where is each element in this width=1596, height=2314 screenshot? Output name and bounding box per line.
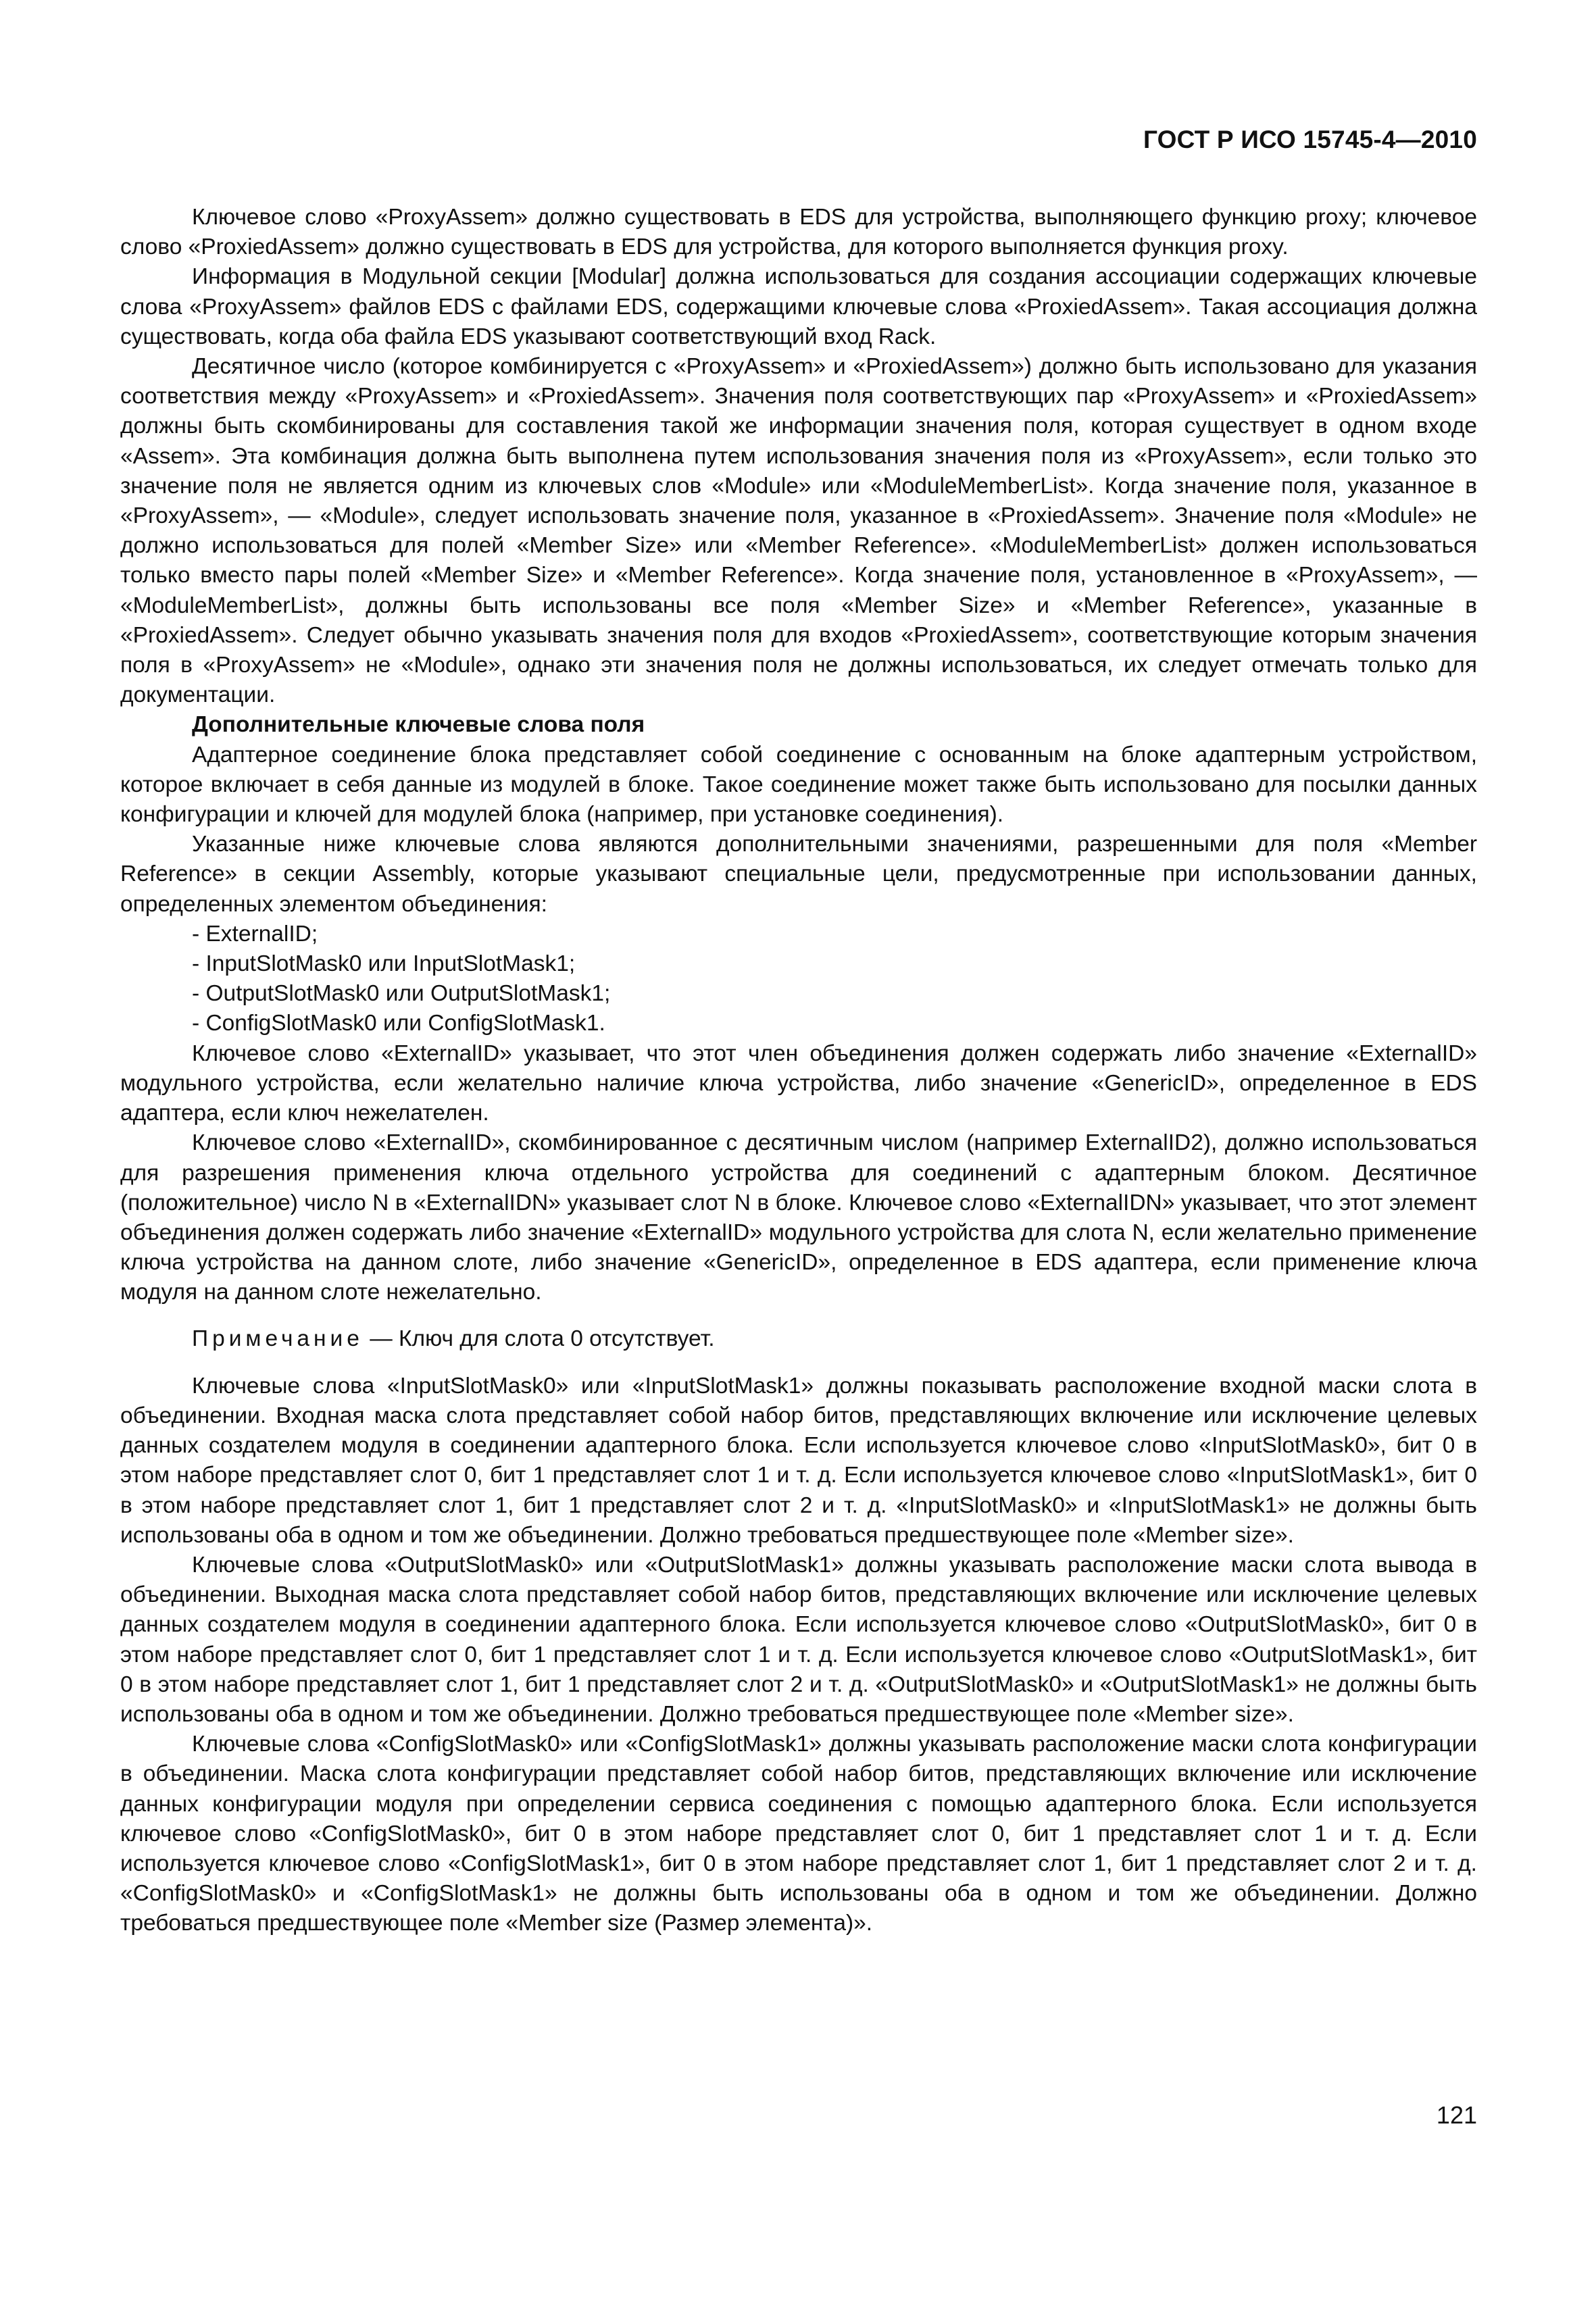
document-header-standard: ГОСТ Р ИСО 15745-4—2010 — [1143, 126, 1477, 153]
paragraph-proxy-keywords: Ключевое слово «ProxyAssem» должно существовать в EDS для устройства, выполняющего функцию proxy; ключевое слово «ProxiedAssem» должно существовать в EDS для устройства, для которого выполняется функция proxy. — [120, 205, 1477, 260]
paragraph-externalid: Ключевое слово «ExternalID» указывает, что этот член объединения должен содержать либо значение «ExternalID» модульного устройства, если желательно наличие ключа устройства, либо значение «GenericID», определенное в EDS адаптера, если ключ нежелателен. — [120, 1040, 1477, 1126]
list-item: - OutputSlotMask0 или OutputSlotMask1; — [192, 981, 611, 1007]
document-body — [120, 203, 1477, 1939]
page-number: 121 — [1436, 2101, 1477, 2129]
section-subheading: Дополнительные ключевые слова поля — [192, 712, 645, 738]
paragraph-adapter-connection: Адаптерное соединение блока представляет собой соединение с основанным на блоке адаптерным устройством, которое включает в себя данные из модулей в блоке. Такое соединение может также быть использовано для посылки данных конфигурации и ключей для модулей блока (например, при установке соединения). — [120, 742, 1477, 828]
note-label: Примечание — [192, 1326, 364, 1351]
keyword-list — [120, 920, 1477, 1039]
list-item: - InputSlotMask0 или InputSlotMask1; — [192, 951, 576, 977]
list-item: - ConfigSlotMask0 или ConfigSlotMask1. — [192, 1011, 605, 1036]
paragraph-modular-section: Информация в Модульной секции [Modular] должна использоваться для создания ассоциации содержащих ключевые слова «ProxyAssem» файлов EDS с файлами EDS, содержащими ключевые слова «ProxiedAssem». Такая ассоциация должна существовать, когда оба файла EDS указывают соответствующий вход Rack. — [120, 264, 1477, 349]
paragraph-decimal-number: Десятичное число (которое комбинируется с «ProxyAssem» и «ProxiedAssem») должно быть использовано для указания соответствия между «ProxyAssem» и «ProxiedAssem». Значения поля соответствующих пар «ProxyAssem» и «ProxiedAssem» должны быть скомбинированы для составления такой же информации значения поля, которая существует в одном входе «Assem». Эта комбинация должна быть выполнена путем использования значения поля из «ProxyAssem», если только это значение поля не является одним из ключевых слов «Module» или «ModuleMemberList». Когда значение поля, указанное в «ProxyAssem», — «Module», следует использовать значение поля, указанное в «ProxiedAssem». Значение поля «Module» не должно использоваться для полей «Member Size» или «Member Reference». «ModuleMemberList» должен использоваться только вместо пары полей «Member Size» и «Member Reference». Когда значение поля, установленное в «ProxyAssem», — «ModuleMemberList», должны быть использованы все поля «Member Size» и «Member Reference», указанные в «ProxiedAssem». Следует обычно указывать значения поля для входов «ProxiedAssem», соответствующие которым значения поля в «ProxyAssem» не «Module», однако эти значения поля не должны использоваться, их следует отмечать только для документации. — [120, 354, 1477, 708]
note — [120, 1324, 1477, 1354]
list-item: - ExternalID; — [192, 921, 318, 947]
paragraph-keywords-intro: Указанные ниже ключевые слова являются дополнительными значениями, разрешенными для поля «Member Reference» в секции Assembly, которые указывают специальные цели, предусмотренные при использовании данных, определенных элементом объединения: — [120, 832, 1477, 917]
paragraph-externalidn: Ключевое слово «ExternalID», скомбинированное с десятичным числом (например ExternalID2), должно использоваться для разрешения применения ключа отдельного устройства для соединений с адаптерным блоком. Десятичное (положительное) число N в «ExternalIDN» указывает слот N в блоке. Ключевое слово «ExternalIDN» указывает, что этот элемент объединения должен содержать либо значение «ExternalID» модульного устройства для слота N, если желательно применение ключа устройства на данном слоте, либо значение «GenericID», определенное в EDS адаптера, если применение ключа модуля на данном слоте нежелательно. — [120, 1130, 1477, 1305]
paragraph-input-slot-mask: Ключевые слова «InputSlotMask0» или «InputSlotMask1» должны показывать расположение входной маски слота в объединении. Входная маска слота представляет собой набор битов, представляющих включение или исключение целевых данных создателем модуля в соединении адаптерного блока. Если используется ключевое слово «InputSlotMask0», бит 0 в этом наборе представляет слот 0, бит 1 представляет слот 1 и т. д. Если используется ключевое слово «InputSlotMask1», бит 0 в этом наборе представляет слот 1, бит 1 представляет слот 2 и т. д. «InputSlotMask0» и «InputSlotMask1» не должны быть использованы оба в одном и том же объединении. Должно требоваться предшествующее поле «Member size». — [120, 1373, 1477, 1548]
note-text: — Ключ для слота 0 отсутствует. — [363, 1326, 715, 1351]
paragraph-output-slot-mask: Ключевые слова «OutputSlotMask0» или «OutputSlotMask1» должны указывать расположение маски слота вывода в объединении. Выходная маска слота представляет собой набор битов, представляющих включение или исключение целевых данных создателем модуля в соединении адаптерного блока. Если используется ключевое слово «OutputSlotMask0», бит 0 в этом наборе представляет слот 0, бит 1 представляет слот 1 и т. д. Если используется ключевое слово «OutputSlotMask1», бит 0 в этом наборе представляет слот 1, бит 1 представляет слот 2 и т. д. «OutputSlotMask0» и «OutputSlotMask1» не должны быть использованы оба в одном и том же объединении. Должно требоваться предшествующее поле «Member size». — [120, 1552, 1477, 1727]
paragraph-config-slot-mask: Ключевые слова «ConfigSlotMask0» или «ConfigSlotMask1» должны указывать расположение маски слота конфигурации в объединении. Маска слота конфигурации представляет собой набор битов, представляющих включение или исключение данных конфигурации модуля при определении сервиса соединения с помощью адаптерного блока. Если используется ключевое слово «ConfigSlotMask0», бит 0 в этом наборе представляет слот 0, бит 1 представляет слот 1 и т. д. Если используется ключевое слово «ConfigSlotMask1», бит 0 в этом наборе представляет слот 1, бит 1 представляет слот 2 и т. д. «ConfigSlotMask0» и «ConfigSlotMask1» не должны быть использованы оба в одном и том же объединении. Должно требоваться предшествующее поле «Member size (Размер элемента)». — [120, 1732, 1477, 1936]
